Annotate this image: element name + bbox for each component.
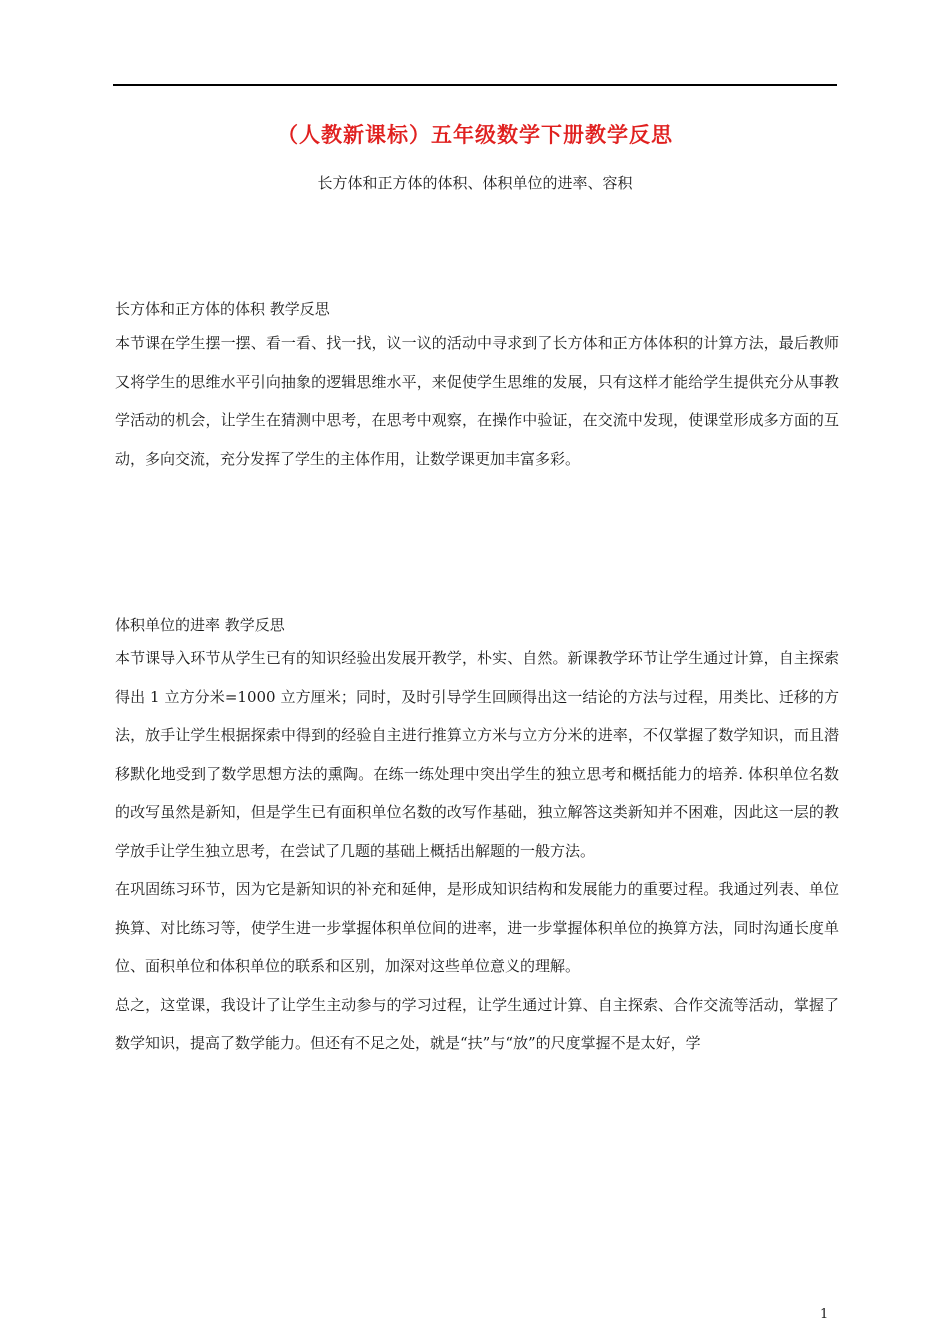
paragraph: 总之，这堂课，我设计了让学生主动参与的学习过程，让学生通过计算、自主探索、合作交流等活动，掌握了数学知识，提高了数学能力。但还有不足之处，就是“扶”与“放”的尺度掌握不是太好，学 <box>115 995 839 1052</box>
document-subtitle: 长方体和正方体的体积、体积单位的进率、容积 <box>317 174 633 192</box>
section-volume-of-cuboid <box>115 296 839 478</box>
paragraph: 本节课在学生摆一摆、看一看、找一找，议一议的活动中寻求到了长方体和正方体体积的计算方法，最后教师又将学生的思维水平引向抽象的逻辑思维水平，来促使学生思维的发展，只有这样才能给学生提供充分从事教学活动的机会，让学生在猜测中思考，在思考中观察，在操作中验证，在交流中发现，使课堂形成多方面的互动，多向交流，充分发挥了学生的主体作用，让数学课更加丰富多彩。 <box>115 334 839 468</box>
paragraph: 本节课导入环节从学生已有的知识经验出发展开教学，朴实、自然。新课教学环节让学生通过计算，自主探索得出 1 立方分米=1000 立方厘米；同时，及时引导学生回顾得出这一结论的方法与过程，用类比、迁移的方法，放手让学生根据探索中得到的经验自主进行推算立方米与立方分米的进率，不仅掌握了数学知识，而且潜移默化地受到了数学思想方法的熏陶。在练一练处理中突出学生的独立思考和概括能力的培养. 体积单位名数的改写虽然是新知，但是学生已有面积单位名数的改写作基础，独立解答这类新知并不困难，因此这一层的教学放手让学生独立思考，在尝试了几题的基础上概括出解题的一般方法。 <box>115 649 839 860</box>
document-title: （人教新课标）五年级数学下册教学反思 <box>277 122 673 147</box>
paragraph: 在巩固练习环节，因为它是新知识的补充和延伸，是形成知识结构和发展能力的重要过程。我通过列表、单位换算、对比练习等，使学生进一步掌握体积单位间的进率，进一步掌握体积单位的换算方法，同时沟通长度单位、面积单位和体积单位的联系和区别，加深对这些单位意义的理解。 <box>115 880 839 975</box>
section-heading: 体积单位的进率 教学反思 <box>115 616 285 634</box>
page-number: 1 <box>820 1307 829 1322</box>
header-rule <box>113 84 837 86</box>
section-heading: 长方体和正方体的体积 教学反思 <box>115 300 330 318</box>
section-unit-conversion-rate <box>115 612 839 1063</box>
